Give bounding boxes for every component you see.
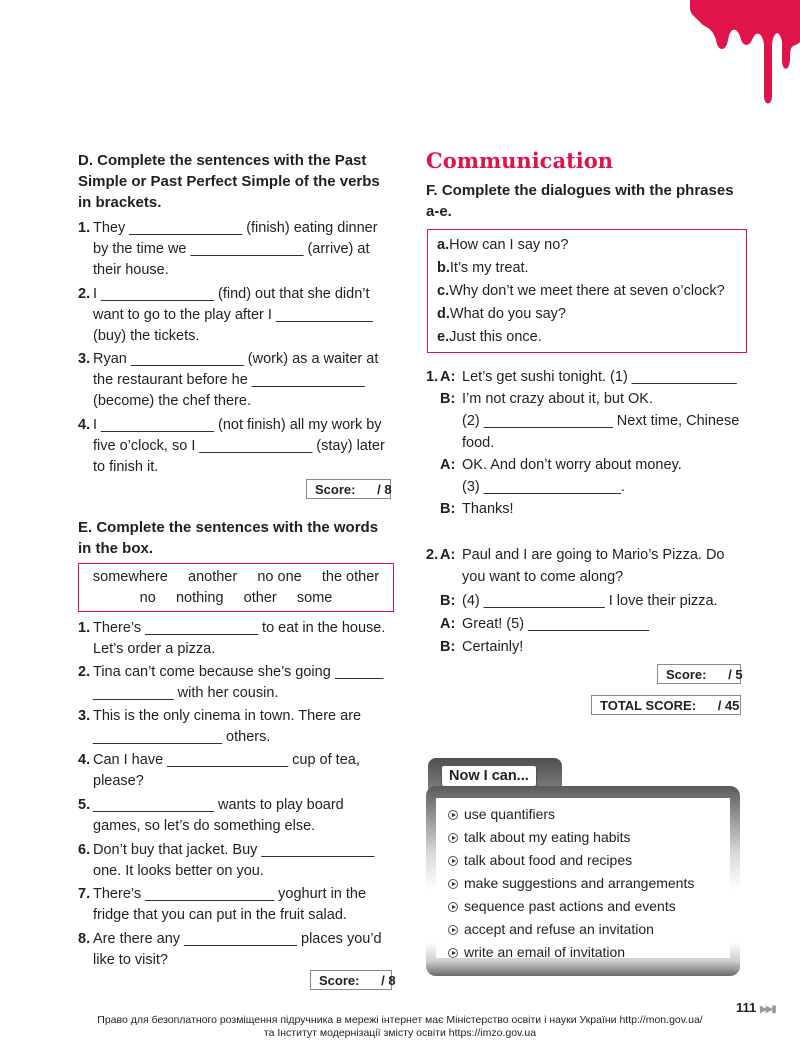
- now-i-can-label: Now I can...: [441, 765, 537, 787]
- section-e-score: Score: / 8: [310, 970, 392, 990]
- arrow-bullet-icon: [448, 856, 458, 866]
- arrow-bullet-icon: [448, 833, 458, 843]
- footer-note: Право для безоплатного розміщення підручника в мережі інтернет має Міністерство освіти і науки України http://mon.gov.ua/ та Інститут модернізації змісту освіти https://imzo.gov.ua: [97, 1014, 703, 1039]
- now-i-can-item: sequence past actions and events: [448, 895, 738, 918]
- word-box-item: some: [296, 590, 333, 606]
- arrow-bullet-icon: [448, 925, 458, 935]
- section-d-heading: D. Complete the sentences with the Past Simple or Past Perfect Simple of the verbs in brackets.: [78, 152, 380, 211]
- section-e-item-6: 6. Don’t buy that jacket. Buy ______________ one. It looks better on you.: [78, 842, 375, 879]
- now-i-can-item: write an email of invitation: [448, 941, 738, 964]
- section-e-item-1: 1. There’s ______________ to eat in the house. Let’s order a pizza.: [78, 620, 386, 657]
- section-e-item-5: 5. _______________ wants to play board games, so let’s do something else.: [78, 797, 344, 834]
- total-score: TOTAL SCORE: / 45: [591, 695, 741, 715]
- arrow-bullet-icon: [448, 902, 458, 912]
- section-e-item-3: 3. This is the only cinema in town. There are ________________ others.: [78, 708, 362, 745]
- phrase-option-e: e.Just this once.: [437, 329, 542, 345]
- word-box-item: nothing: [175, 590, 224, 606]
- dialogue-2: 2. A: Paul and I are going to Mario’s Pizza. Do you want to come along? B: (4) _______________ I love their pizza. A: Great! (5) _______________ B: Certainly!: [426, 547, 725, 655]
- section-d-item-2: 2. I ______________ (find) out that she didn’t want to go to the play after I ____________ (buy) the tickets.: [78, 286, 373, 344]
- section-f-score: Score: / 5: [657, 664, 741, 684]
- now-i-can-item: accept and refuse an invitation: [448, 918, 738, 941]
- section-d-score: Score: / 8: [306, 479, 391, 499]
- arrow-bullet-icon: [448, 810, 458, 820]
- now-i-can-item: talk about food and recipes: [448, 849, 738, 872]
- word-box: [78, 563, 394, 612]
- word-box-item: other: [243, 590, 277, 606]
- word-box-item: no: [139, 590, 156, 606]
- phrases-box: [427, 229, 747, 353]
- section-d-item-3: 3. Ryan ______________ (work) as a waiter at the restaurant before he ______________ (become) the chef there.: [78, 351, 379, 409]
- phrase-option-c: c.Why don’t we meet there at seven o’clock?: [437, 283, 725, 299]
- arrow-bullet-icon: [448, 948, 458, 958]
- section-d-item-1: 1. They ______________ (finish) eating dinner by the time we ______________ (arrive) at their house.: [78, 220, 378, 278]
- paint-drip-decoration: [690, 0, 800, 130]
- now-i-can-item: use quantifiers: [448, 803, 738, 826]
- section-e-item-7: 7. There’s ________________ yoghurt in the fridge that you can put in the fruit salad.: [78, 886, 367, 923]
- word-box-item: the other: [321, 569, 380, 585]
- word-box-item: no one: [257, 569, 302, 585]
- arrow-bullet-icon: [448, 879, 458, 889]
- section-e-item-8: 8. Are there any ______________ places you’d like to visit?: [78, 931, 382, 968]
- section-e-item-2: 2. Tina can’t come because she’s going ______ __________ with her cousin.: [78, 664, 384, 701]
- section-e-heading: E. Complete the sentences with the words in the box.: [78, 519, 379, 557]
- now-i-can-list: [448, 803, 738, 964]
- dialogue-1: 1. A: Let’s get sushi tonight. (1) _____________ B: I’m not crazy about it, but OK. (2) ________________ Next time, Chinese food. A: OK. And don’t worry about money. (3) _________________. B: Thanks!: [426, 369, 740, 517]
- now-i-can-item: talk about my eating habits: [448, 826, 738, 849]
- section-f-heading: F. Complete the dialogues with the phrases a-e.: [426, 182, 734, 220]
- section-d-item-4: 4. I ______________ (not finish) all my work by five o’clock, so I ______________ (stay) later to finish it.: [78, 417, 385, 475]
- section-e-item-4: 4. Can I have _______________ cup of tea, please?: [78, 752, 360, 789]
- now-i-can-item: make suggestions and arrangements: [448, 872, 738, 895]
- page-number: 111 ▶▶▮: [736, 1000, 775, 1015]
- communication-title: Communication: [426, 148, 614, 173]
- phrase-option-b: b.It’s my treat.: [437, 260, 529, 276]
- word-box-item: somewhere: [92, 569, 168, 585]
- phrase-option-d: d.What do you say?: [437, 306, 566, 322]
- fast-forward-icon: ▶▶▮: [759, 1004, 775, 1015]
- word-box-item: another: [188, 569, 238, 585]
- phrase-option-a: a.How can I say no?: [437, 237, 569, 253]
